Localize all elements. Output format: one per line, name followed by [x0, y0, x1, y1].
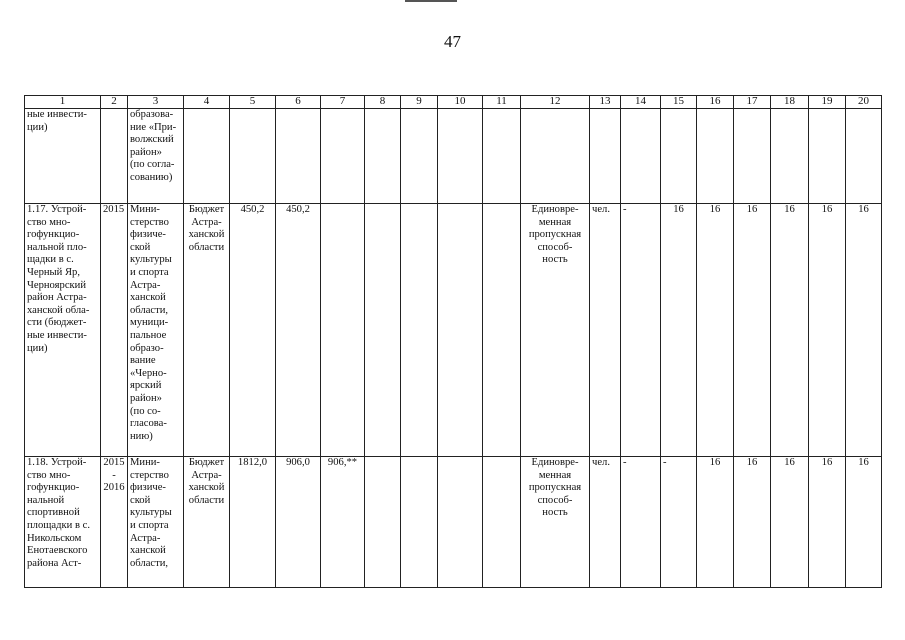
cell-name: 1.18. Устрой- ство мно- гофункцио- нальной спортивной площадки в с. Никольском Енотаевского района Аст- — [25, 457, 101, 588]
cell-unit: чел. — [590, 204, 621, 457]
col-header: 3 — [128, 96, 184, 109]
cell-source: Бюджет Астра- ханской области — [184, 457, 230, 588]
col-header: 17 — [734, 96, 771, 109]
cell-name: 1.17. Устрой- ство мно- гофункцио- нальной пло- щадки в с. Черный Яр, Черноярский район Астра- ханской обла- сти (бюджет- ные инвести- ции) — [25, 204, 101, 457]
cell-value: 16 — [771, 204, 809, 457]
table-row — [25, 109, 882, 204]
col-header: 13 — [590, 96, 621, 109]
col-header: 9 — [401, 96, 438, 109]
cell-years: 2015 — [101, 204, 128, 457]
cell-indicator: Единовре- менная пропускная способ- ность — [521, 204, 590, 457]
cell-value: 16 — [809, 204, 846, 457]
col-header: 10 — [438, 96, 483, 109]
cell-value: 1812,0 — [230, 457, 276, 588]
cell-source — [184, 109, 230, 204]
cell-value: 450,2 — [276, 204, 321, 457]
cell-value: 16 — [697, 457, 734, 588]
col-header: 1 — [25, 96, 101, 109]
cell-value — [697, 109, 734, 204]
table-row — [25, 204, 882, 457]
col-header: 7 — [321, 96, 365, 109]
cell-value: - — [621, 204, 661, 457]
cell-value — [438, 457, 483, 588]
cell-value: 16 — [734, 204, 771, 457]
cell-name: ные инвести- ции) — [25, 109, 101, 204]
cell-years — [101, 109, 128, 204]
cell-value: 906,** — [321, 457, 365, 588]
cell-value: 16 — [661, 204, 697, 457]
cell-value — [846, 109, 882, 204]
top-rule — [405, 0, 457, 2]
cell-value — [771, 109, 809, 204]
col-header: 20 — [846, 96, 882, 109]
col-header: 6 — [276, 96, 321, 109]
cell-years: 2015 - 2016 — [101, 457, 128, 588]
col-header: 19 — [809, 96, 846, 109]
col-header: 18 — [771, 96, 809, 109]
cell-value: 16 — [771, 457, 809, 588]
cell-value — [230, 109, 276, 204]
col-header: 16 — [697, 96, 734, 109]
cell-value — [483, 109, 521, 204]
cell-value — [734, 109, 771, 204]
cell-value — [276, 109, 321, 204]
header-row — [25, 96, 882, 109]
cell-value: 16 — [697, 204, 734, 457]
cell-unit — [590, 109, 621, 204]
cell-value — [438, 109, 483, 204]
cell-value — [401, 204, 438, 457]
cell-value — [661, 109, 697, 204]
cell-executor: образова- ние «При- волжский район» (по согла- сованию) — [128, 109, 184, 204]
cell-value — [438, 204, 483, 457]
cell-source: Бюджет Астра- ханской области — [184, 204, 230, 457]
cell-value: - — [661, 457, 697, 588]
cell-value — [401, 457, 438, 588]
col-header: 4 — [184, 96, 230, 109]
cell-value — [621, 109, 661, 204]
program-table — [24, 95, 882, 588]
cell-value: 450,2 — [230, 204, 276, 457]
cell-value: 16 — [734, 457, 771, 588]
col-header: 5 — [230, 96, 276, 109]
cell-value: 16 — [846, 204, 882, 457]
cell-value — [483, 204, 521, 457]
col-header: 12 — [521, 96, 590, 109]
page-number: 47 — [444, 32, 461, 51]
cell-value — [321, 204, 365, 457]
cell-unit: чел. — [590, 457, 621, 588]
col-header: 15 — [661, 96, 697, 109]
cell-value: - — [621, 457, 661, 588]
cell-indicator — [521, 109, 590, 204]
cell-value: 16 — [809, 457, 846, 588]
cell-value — [483, 457, 521, 588]
cell-value — [321, 109, 365, 204]
cell-executor: Мини- стерство физиче- ской культуры и спорта Астра- ханской области, — [128, 457, 184, 588]
cell-value: 906,0 — [276, 457, 321, 588]
cell-value — [365, 109, 401, 204]
col-header: 2 — [101, 96, 128, 109]
cell-value: 16 — [846, 457, 882, 588]
cell-value — [365, 457, 401, 588]
cell-value — [401, 109, 438, 204]
cell-indicator: Единовре- менная пропускная способ- ность — [521, 457, 590, 588]
cell-value — [365, 204, 401, 457]
col-header: 8 — [365, 96, 401, 109]
col-header: 11 — [483, 96, 521, 109]
cell-executor: Мини- стерство физиче- ской культуры и спорта Астра- ханской области, муници- пальное образо- вание «Черно- ярский район» (по со- гласова- нию) — [128, 204, 184, 457]
table-row — [25, 457, 882, 588]
col-header: 14 — [621, 96, 661, 109]
cell-value — [809, 109, 846, 204]
